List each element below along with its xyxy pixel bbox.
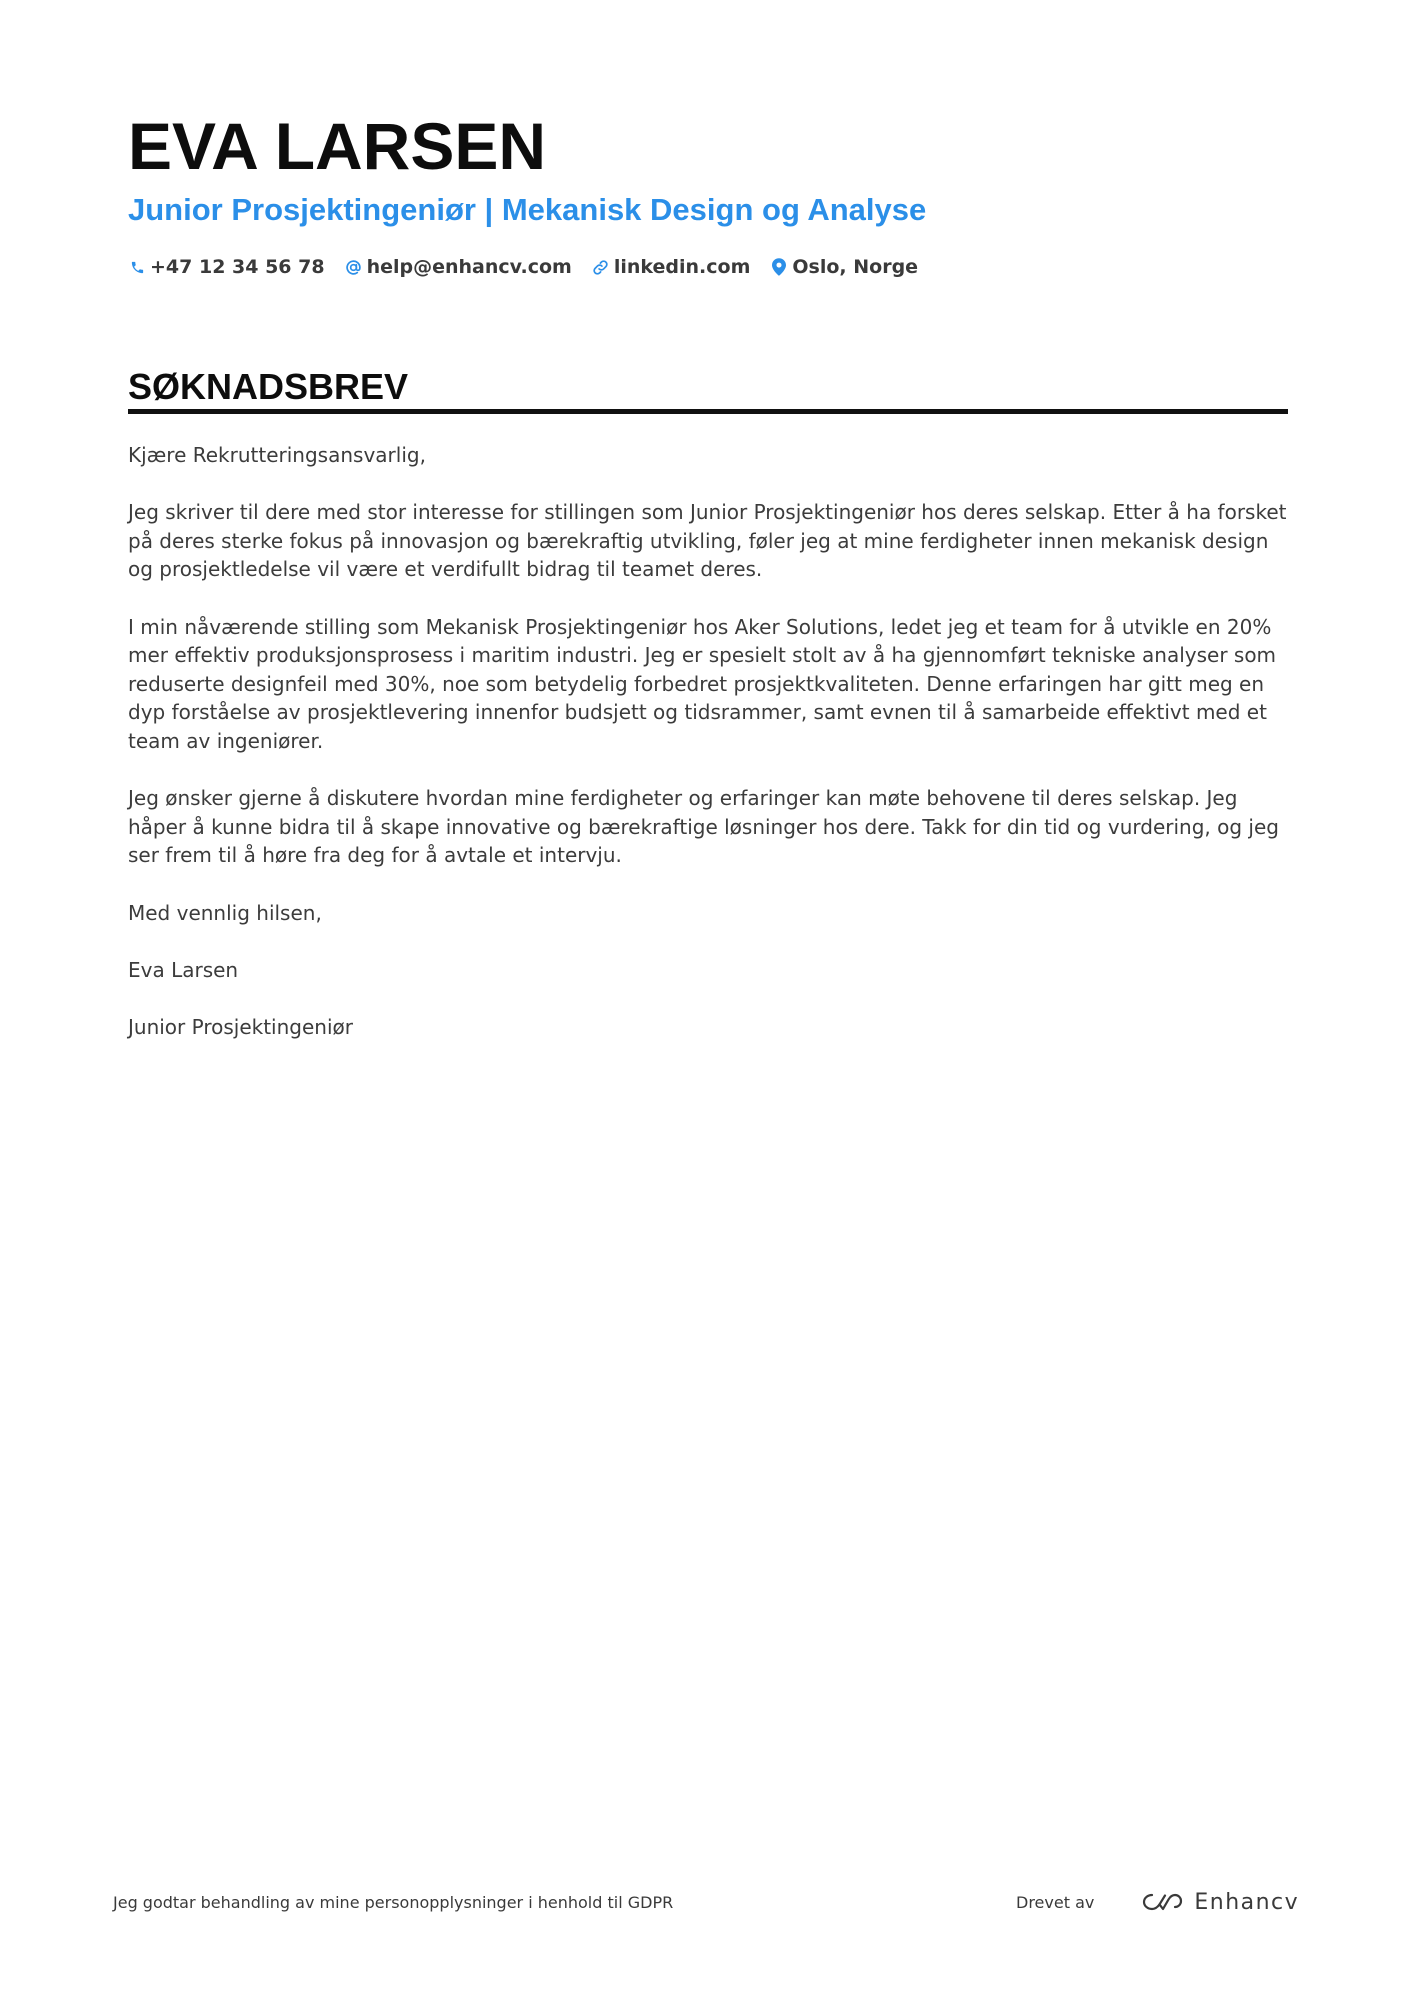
- contact-phone-text: +47 12 34 56 78: [150, 256, 325, 278]
- signature-name: Eva Larsen: [128, 957, 239, 982]
- contact-bar: [128, 252, 938, 282]
- location-pin-icon: [770, 257, 788, 277]
- powered-by-label: Drevet av: [1016, 1892, 1095, 1912]
- signature-title: Junior Prosjektingeniør: [128, 1014, 353, 1039]
- candidate-title: Junior Prosjektingeniør | Mekanisk Design og Analyse: [128, 192, 927, 227]
- footer-branding: [1016, 1886, 1299, 1918]
- section-divider: [128, 409, 1288, 414]
- letter-greeting: Kjære Rekrutteringsansvarlig,: [128, 443, 426, 467]
- letter-closing: Med vennlig hilsen,: [128, 900, 322, 925]
- gdpr-consent-text: Jeg godtar behandling av mine personopplysninger i henhold til GDPR: [113, 1893, 674, 1912]
- candidate-name: EVA LARSEN: [128, 109, 547, 183]
- contact-location-text: Oslo, Norge: [792, 256, 919, 278]
- contact-linkedin[interactable]: [592, 256, 751, 278]
- phone-icon: [128, 257, 146, 277]
- letter-paragraph: Jeg skriver til dere med stor interesse for stillingen som Junior Prosjektingeniør hos deres selskap. Etter å ha forsket på deres sterke fokus på innovasjon og bærekraftig utvikling, føler jeg at mine ferdigheter innen mekanisk design og prosjektledelse vil være et verdifullt bidrag til teamet deres.: [128, 500, 1287, 582]
- contact-linkedin-text: linkedin.com: [613, 256, 751, 278]
- contact-location: [770, 256, 918, 278]
- contact-email-text: help@enhancv.com: [366, 256, 572, 278]
- enhancv-logo-icon: [1138, 1889, 1184, 1915]
- letter-paragraph: I min nåværende stilling som Mekanisk Prosjektingeniør hos Aker Solutions, ledet jeg et team for å utvikle en 20% mer effektiv produksjonsprosess i maritim industri. Jeg er spesielt stolt av å ha gjennomført tekniske analyser som reduserte designfeil med 30%, noe som betydelig forbedret prosjektkvaliteten. Denne erfaringen har gitt meg en dyp forståelse av prosjektlevering innenfor budsjett og tidsrammer, samt evnen til å samarbeide effektivt med et team av ingeniører.: [128, 614, 1277, 753]
- enhancv-brand-link[interactable]: [1138, 1889, 1299, 1915]
- link-icon: [592, 257, 610, 277]
- letter-body: [128, 441, 1288, 1070]
- section-title: SØKNADSBREV: [128, 366, 409, 407]
- contact-phone[interactable]: [128, 256, 325, 278]
- contact-email[interactable]: [345, 256, 572, 278]
- letter-paragraph: Jeg ønsker gjerne å diskutere hvordan mine ferdigheter og erfaringer kan møte behovene til deres selskap. Jeg håper å kunne bidra til å skape innovative og bærekraftige løsninger hos dere. Takk for din tid og vurdering, og jeg ser frem til å høre fra deg for å avtale et intervju.: [128, 786, 1279, 868]
- enhancv-brand-name: Enhancv: [1194, 1889, 1300, 1915]
- at-icon: [345, 257, 363, 277]
